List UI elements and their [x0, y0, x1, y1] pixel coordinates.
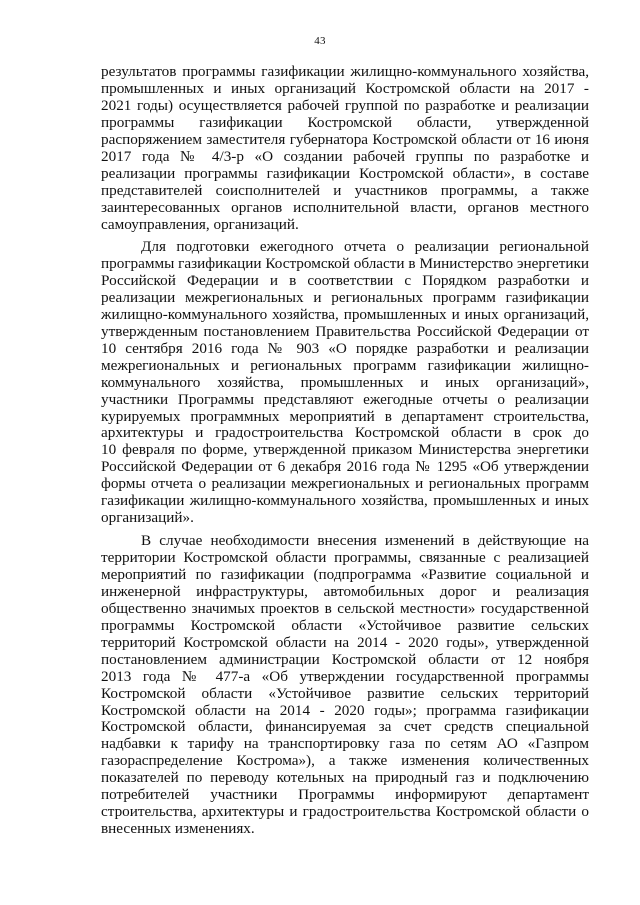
- text-line: реализации межрегиональных и региональных программ газификации: [101, 288, 589, 306]
- text-line: Костромской области, финансируемая за счет средств специальной: [101, 718, 589, 736]
- text-line: строительства, архитектуры и градостроительства Костромской области о: [101, 803, 589, 821]
- text-line: 2013 года № 477-а «Об утверждении государственной программы: [101, 667, 589, 685]
- text-line: распоряжением заместителя губернатора Костромской области от 16 июня: [101, 130, 589, 148]
- paragraph-2: [101, 239, 589, 527]
- page-number: 43: [314, 35, 326, 47]
- text-line: мероприятий по газификации (подпрограмма «Развитие социальной и: [101, 565, 589, 583]
- text-line: курируемых программных мероприятий в департамент строительства,: [101, 407, 589, 425]
- text-line: утвержденным постановлением Правительства Российской Федерации от: [101, 322, 589, 340]
- text-line: В случае необходимости внесения изменений в действующие на: [141, 532, 589, 549]
- text-line: газораспределение Кострома»), а также изменения количественных: [101, 752, 589, 770]
- text-line: 2021 годы) осуществляется рабочей группой по разработке и реализации: [101, 96, 589, 114]
- text-line: программы Костромской области «Устойчивое развитие сельских: [101, 616, 589, 634]
- text-line: коммунального хозяйства, промышленных и иных организаций»,: [101, 373, 589, 391]
- text-line: газификации жилищно-коммунального хозяйства, промышленных и иных: [101, 492, 589, 510]
- text-line: надбавки к тарифу на транспортировку газа по сетям АО «Газпром: [101, 735, 589, 753]
- text-line: самоуправления, организаций.: [101, 215, 299, 233]
- text-line: жилищно-коммунального хозяйства, промышленных и иных организаций,: [101, 305, 589, 323]
- text-line: представителей соисполнителей и участников программы, а также: [101, 181, 589, 199]
- paragraph-1: [101, 64, 589, 234]
- text-line: 10 сентября 2016 года № 903 «О порядке разработки и реализации: [101, 339, 589, 357]
- text-line: архитектуры и градостроительства Костромской области в срок до: [101, 424, 589, 442]
- text-line: участники Программы представляют ежегодные отчеты о реализации: [101, 390, 589, 408]
- text-line: территорий Костромской области на 2014 - 2020 годы», утвержденной: [101, 633, 589, 651]
- text-line: Для подготовки ежегодного отчета о реализации региональной: [141, 238, 589, 255]
- text-line: заинтересованных органов исполнительной власти, органов местного: [101, 198, 589, 216]
- text-line: межрегиональных и региональных программ газификации жилищно-: [101, 356, 589, 374]
- text-line: инженерной инфраструктуры, автомобильных дорог и реализация: [101, 582, 589, 600]
- text-line: общественно значимых проектов в сельской местности» государственной: [101, 599, 589, 617]
- text-line: программы газификации Костромской области в Министерство энергетики: [101, 254, 589, 272]
- text-line: Костромской области «Устойчивое развитие сельских территорий: [101, 684, 589, 702]
- text-line: Костромской области на 2014 - 2020 годы»; программа газификации: [101, 701, 589, 719]
- paragraph-3: [101, 533, 589, 838]
- text-line: 2017 года № 4/3-р «О создании рабочей группы по разработке и: [101, 147, 589, 165]
- text-line: Российской Федерации от 6 декабря 2016 года № 1295 «Об утверждении: [101, 458, 589, 476]
- text-line: формы отчета о реализации межрегиональных и региональных программ: [101, 475, 589, 493]
- text-line: территории Костромской области программы, связанные с реализацией: [101, 548, 589, 566]
- text-line: результатов программы газификации жилищно-коммунального хозяйства,: [101, 63, 589, 80]
- text-line: показателей по переводу котельных на природный газ и подключению: [101, 769, 589, 787]
- text-line: организаций».: [101, 509, 194, 527]
- text-line: реализации программы газификации Костромской области», в составе: [101, 164, 589, 182]
- text-line: внесенных изменениях.: [101, 820, 255, 838]
- text-line: Российской Федерации и в соответствии с Порядком разработки и: [101, 271, 589, 289]
- text-line: промышленных и иных организаций Костромской области на 2017 -: [101, 79, 589, 97]
- text-line: программы газификации Костромской области, утвержденной: [101, 113, 589, 131]
- text-line: постановлением администрации Костромской области от 12 ноября: [101, 650, 589, 668]
- text-line: потребителей участники Программы информируют департамент: [101, 786, 589, 804]
- text-line: 10 февраля по форме, утвержденной приказом Министерства энергетики: [101, 441, 589, 459]
